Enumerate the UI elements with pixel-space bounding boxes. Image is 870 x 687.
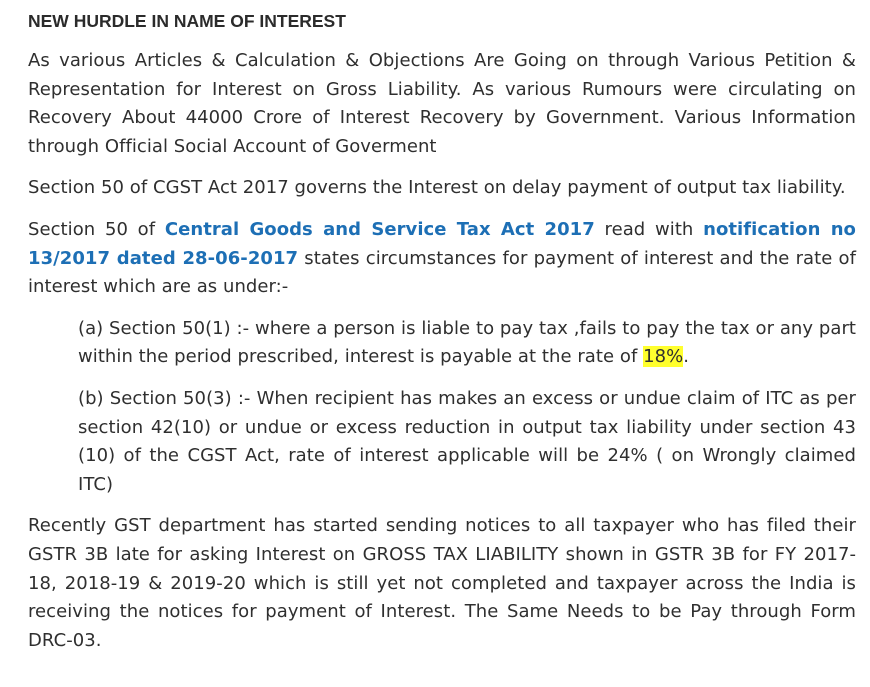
recent-notices-paragraph: Recently GST department has started sending notices to all taxpayer who has filed their GSTR 3B late for asking Interest on GROSS TAX LIABILITY shown in GSTR 3B for FY 2017-18, 2018-19 & 2019-20 which is still yet not completed and taxpayer across the India is receiving the notices for payment of Interest. The Same Needs to be Pay through Form DRC-03. [28,515,856,651]
act-reference-paragraph [28,216,856,302]
section-50-paragraph: Section 50 of CGST Act 2017 governs the Interest on delay payment of output tax liability. [28,177,846,199]
section-50-3-item: (b) Section 50(3) :- When recipient has makes an excess or undue claim of ITC as per section 42(10) or undue or excess reduction in output tax liability under section 43 (10) of the CGST Act, rate of interest applicable will be 24% ( on Wrongly claimed ITC) [78,387,856,495]
notification-link[interactable]: notification no 13/2017 dated 28-06-2017 [28,218,856,269]
intro-paragraph: As various Articles & Calculation & Objections Are Going on through Various Petition & Representation for Interest on Gross Liability. As various Rumours were circulating on Recovery About 44000 Crore of Interest Recovery by Government. Various Information through Official Social Account of Goverment [28,50,856,157]
section-50-1-item [78,315,856,372]
act-reference-text-3: states circumstances for payment of interest and the rate of interest which are as under:- [28,247,856,298]
article-heading: NEW HURDLE IN NAME OF INTEREST [28,11,346,31]
interest-rate-highlight: 18% [643,346,684,368]
act-reference-text-2: read with [594,218,704,240]
cgst-act-link[interactable]: Central Goods and Service Tax Act 2017 [164,218,595,240]
section-50-1-text: (a) Section 50(1) :- where a person is liable to pay tax ,fails to pay the tax or any part within the period prescribed, interest is payable at the rate of [78,317,856,368]
act-reference-text-1: Section 50 of [28,218,165,240]
section-50-1-end: . [683,346,690,368]
